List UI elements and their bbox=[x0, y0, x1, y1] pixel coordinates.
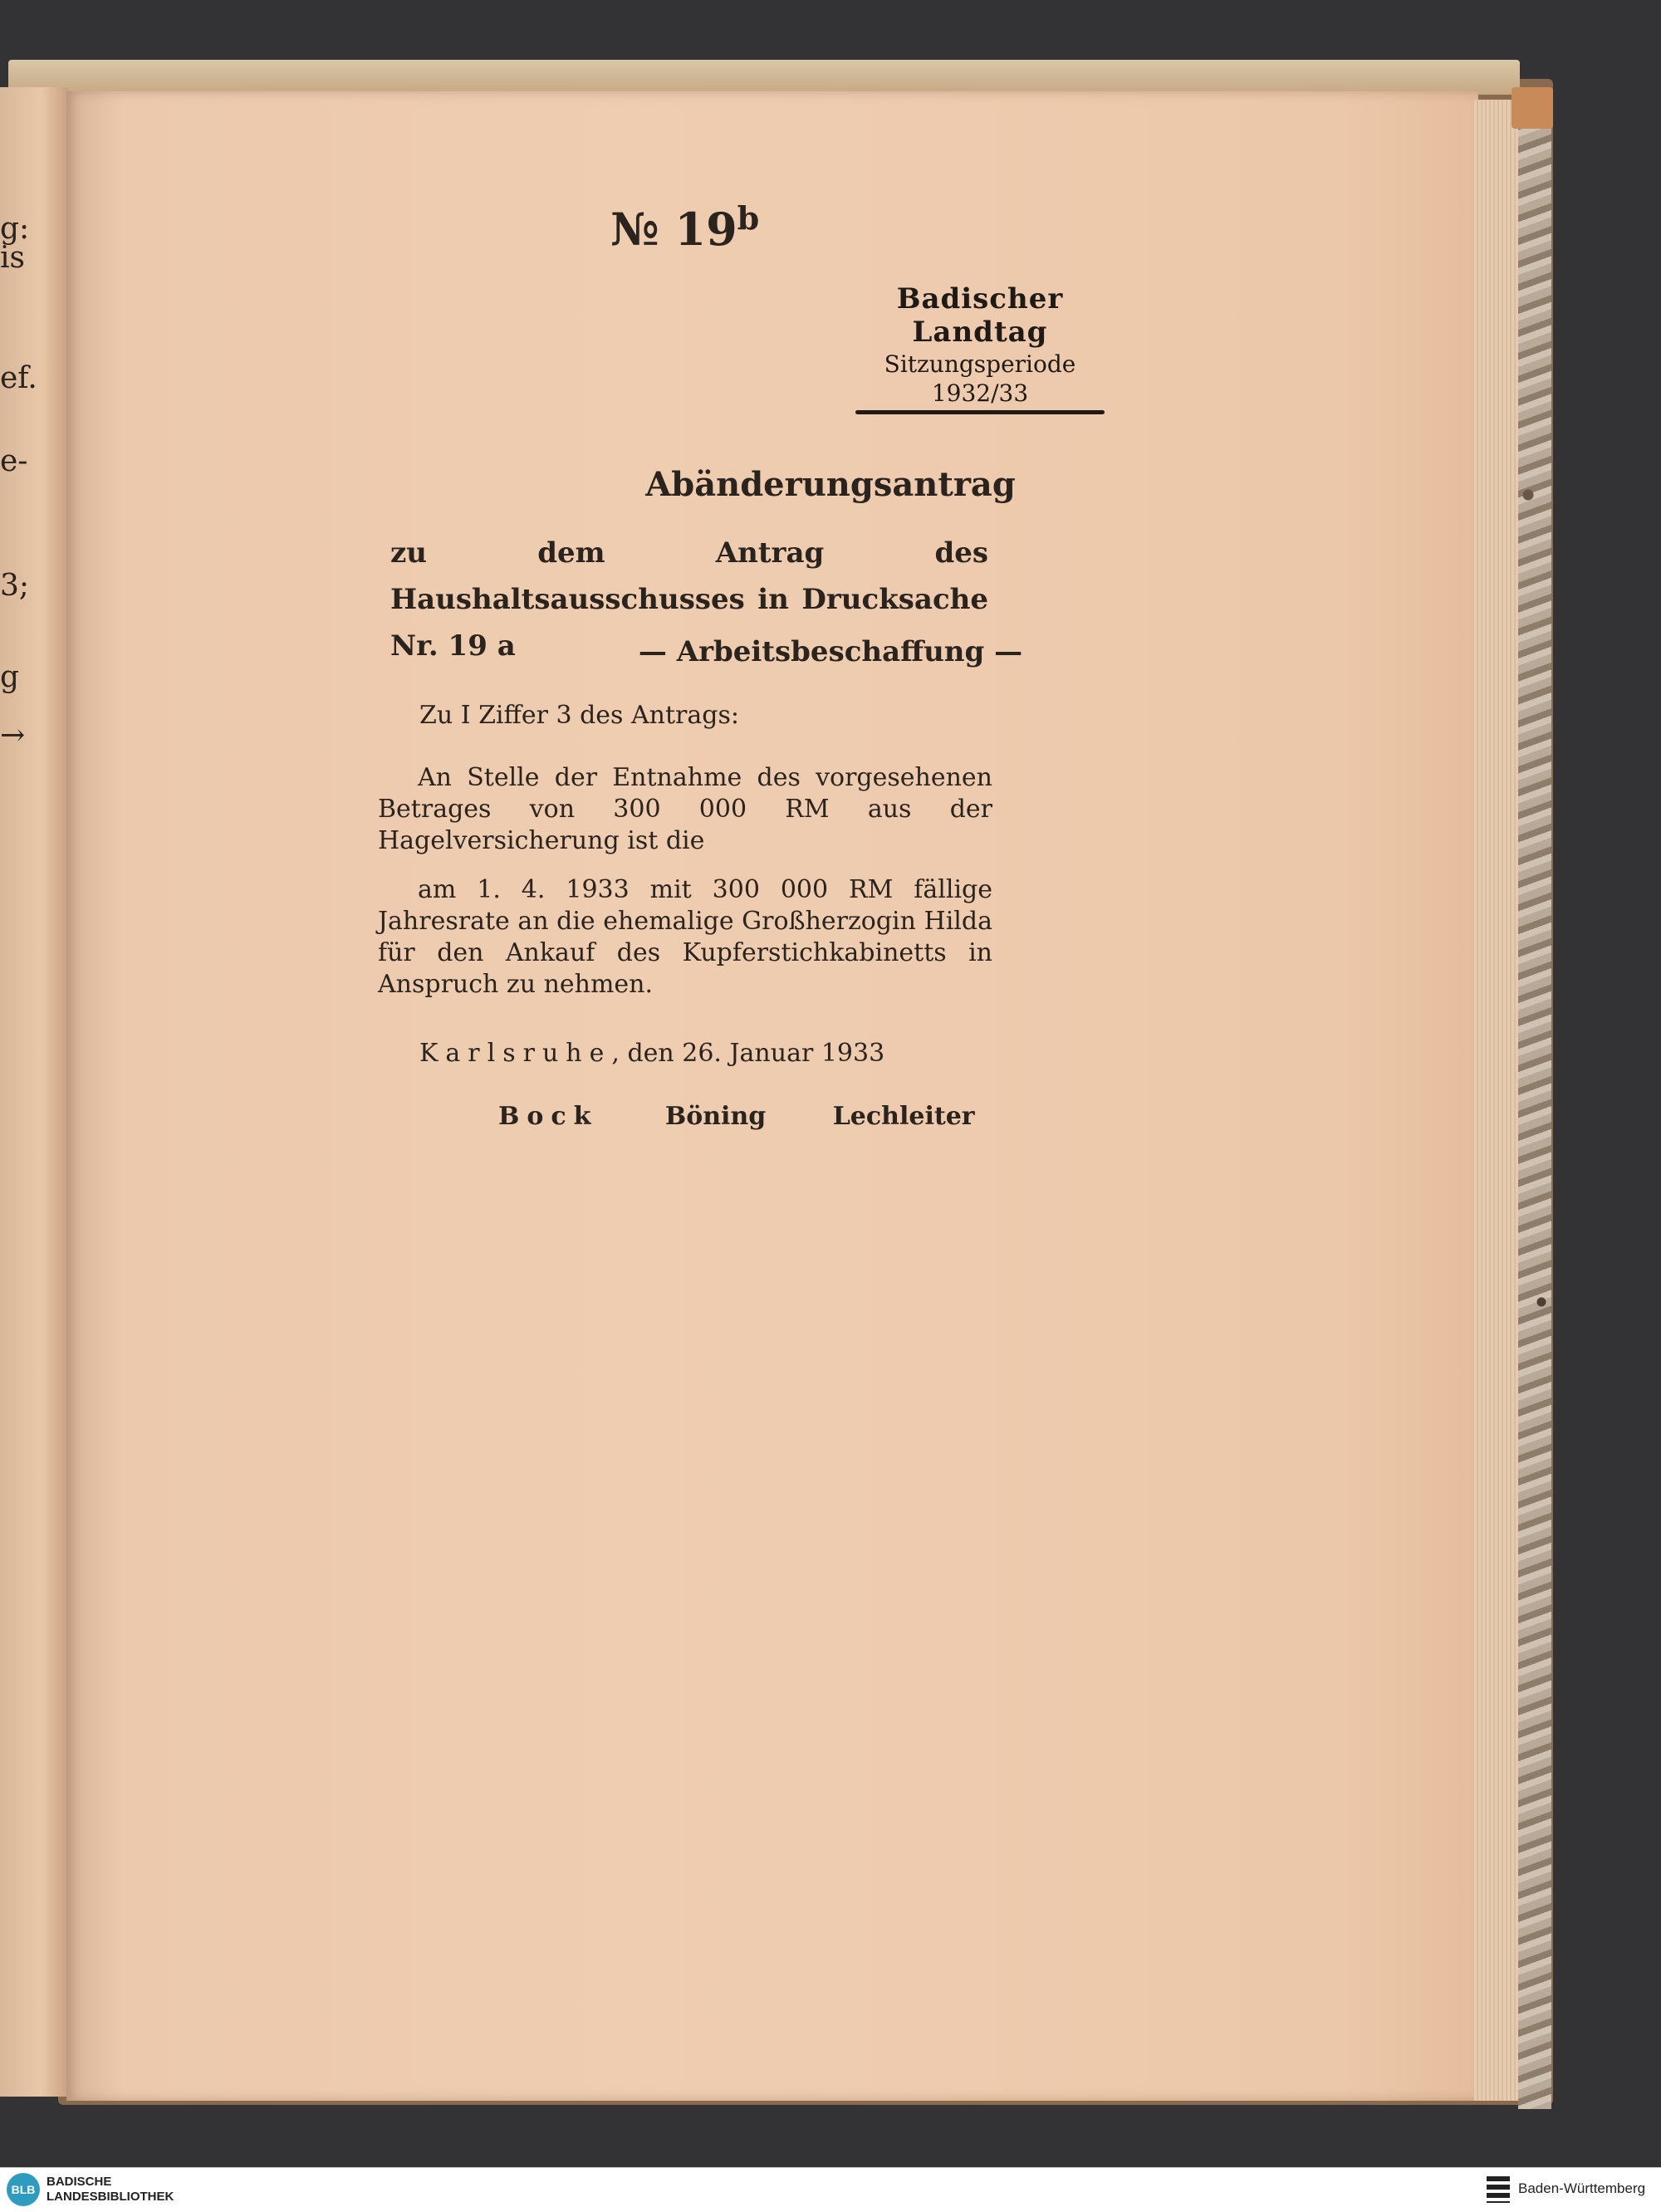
stamp-line-1: Badischer Landtag bbox=[896, 282, 1064, 349]
place-name: Karlsruhe bbox=[419, 1039, 612, 1068]
place-date-line bbox=[419, 1038, 884, 1069]
date-text: , den 26. Januar 1933 bbox=[611, 1039, 885, 1068]
document-subtitle: zu dem Antrag des Haushaltsausschusses in Drucksache Nr. 19 a bbox=[390, 536, 988, 663]
paragraph-1: An Stelle der Entnahme des vorgesehenen Betrages von 300 000 RM aus der Hagelversicherung ist die bbox=[378, 763, 992, 855]
left-page-fragment: e- bbox=[0, 444, 28, 478]
paragraph-2: am 1. 4. 1933 mit 300 000 RM fällige Jahresrate an die ehemalige Großherzogin Hilda für den Ankauf des Kupferstichkabinetts in Anspruch zu nehmen. bbox=[378, 875, 992, 999]
library-name[interactable] bbox=[47, 2175, 174, 2205]
number-suffix: b bbox=[737, 199, 760, 237]
signer-name: Bock bbox=[498, 1102, 599, 1131]
number-sign: № bbox=[610, 203, 659, 256]
library-name-line-2: LANDESBIBLIOTHEK bbox=[47, 2190, 174, 2204]
left-page-fragment: is bbox=[0, 241, 25, 275]
number-value: 19 bbox=[674, 203, 737, 256]
stamp-line-2: Sitzungsperiode bbox=[884, 350, 1076, 378]
document-number bbox=[610, 199, 759, 256]
document-title: Abänderungsantrag bbox=[645, 465, 1016, 504]
left-page-fragment: → bbox=[0, 718, 26, 752]
document-topic: — Arbeitsbeschaffung — bbox=[638, 635, 1023, 668]
intro-line: Zu I Ziffer 3 des Antrags: bbox=[419, 701, 739, 730]
signer-name: Lechleiter bbox=[832, 1102, 975, 1131]
left-page-fragment: 3; bbox=[0, 569, 30, 603]
viewer-footer bbox=[0, 2167, 1661, 2212]
left-page-fragment: g bbox=[0, 660, 20, 694]
signer-name: Böning bbox=[664, 1102, 767, 1131]
stamp-line-3: 1932/33 bbox=[931, 379, 1029, 407]
baden-wuerttemberg-crest-icon bbox=[1487, 2176, 1510, 2203]
left-page-fragment: ef. bbox=[0, 361, 37, 395]
stamp-underline bbox=[855, 410, 1105, 414]
blb-logo-icon[interactable]: BLB bbox=[7, 2173, 40, 2206]
landtag-stamp bbox=[839, 282, 1121, 414]
library-name-line-1: BADISCHE bbox=[47, 2175, 112, 2189]
signatories bbox=[498, 1102, 1033, 1131]
state-label[interactable]: Baden-Württemberg bbox=[1518, 2180, 1646, 2196]
left-page-fragment: g: bbox=[0, 212, 30, 246]
